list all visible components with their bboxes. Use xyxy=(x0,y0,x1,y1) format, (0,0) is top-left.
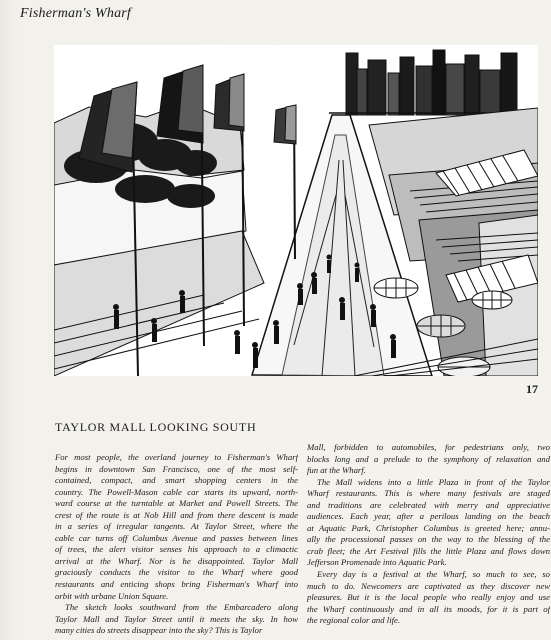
right-text-line: and traditions are celebrated with merry and appreciative xyxy=(307,499,550,510)
left-text-line: crest of the route is at Nob Hill and from there descent is made xyxy=(55,509,298,520)
left-text-line: cable car turns off Columbus Avenue and passes between lines xyxy=(55,532,298,543)
left-text-line: restaurants and enticing shops bring Fisherman's Wharf into xyxy=(55,579,298,590)
left-text-line: contained, compact, and smart shopping centers in the xyxy=(55,475,298,486)
right-text-line: ally the processional passes on the way to the blessing of the xyxy=(307,534,550,545)
running-head: Fisherman's Wharf xyxy=(20,6,132,21)
left-text-line: ward course at the turntable at Market and Powell Streets. The xyxy=(55,498,298,509)
left-text-line: graciously conducts the visitor to the Wharf where good xyxy=(55,567,298,578)
right-text-line: Wharf restaurants. This is where many festivals are staged xyxy=(307,488,550,499)
right-text-line: Mall, forbidden to automobiles, for pedestrians only, two xyxy=(307,442,550,452)
right-text-line: fun at the Wharf. xyxy=(307,465,366,476)
left-text-line: of trees, the alert visitor senses his approach to a climactic xyxy=(55,544,298,555)
left-text-line: arrival at the Wharf. Nor is he disappointed. Taylor Mall xyxy=(55,555,298,566)
left-text-line: orbit with urbane Union Square. xyxy=(55,590,169,601)
right-text-line: crab fleet; the Art Festival fills the little Plaza and flows down xyxy=(307,545,550,556)
taylor-mall-illustration xyxy=(54,45,538,376)
right-text-line: audiences. Each year, after a perilous landing on the beach xyxy=(307,511,550,522)
page-number: 17 xyxy=(526,382,538,396)
left-text-line: For most people, the overland journey to Fisherman's Wharf xyxy=(55,452,298,462)
right-text-line: at Aquatic Park, Christopher Columbus is greeted here; annu- xyxy=(307,522,550,533)
right-text-line: pleasures. But it is the local people who really enjoy and use xyxy=(307,592,550,603)
left-text-line: many cities do streets disappear into the sky? This is Taylor xyxy=(55,625,263,636)
right-text-line: the regional color and life. xyxy=(307,615,401,626)
left-text-line: country. The Powell-Mason cable car starts its upward, north- xyxy=(55,486,298,497)
right-text-line: blocks long and a prelude to the symphony of relaxation and xyxy=(307,453,550,464)
right-text-line: Jefferson Promenade into Aquatic Park. xyxy=(307,557,447,568)
right-text-column xyxy=(307,442,550,627)
left-text-line: begins in downtown San Francisco, one of the most self- xyxy=(55,463,298,474)
right-text-line: The Mall widens into a little Plaza in front of the Taylor xyxy=(317,476,550,487)
section-title: TAYLOR MALL LOOKING SOUTH xyxy=(55,420,257,434)
left-text-line: The sketch looks southward from the Embarcadero along xyxy=(65,602,298,613)
left-text-line: Taylor Mall and Taylor Street until it meets the sky. In how xyxy=(55,613,298,624)
right-text-line: much to do. Newcomers are captivated as they discover new xyxy=(307,580,550,591)
left-text-line: in a series of irregular tangents. At Taylor Street, where the xyxy=(55,521,298,532)
left-text-column xyxy=(55,452,298,637)
right-text-line: Every day is a festival at the Wharf, so much to see, so xyxy=(317,569,550,580)
right-text-line: the Wharf continuously and in all its moods, for it is part of xyxy=(307,603,550,614)
